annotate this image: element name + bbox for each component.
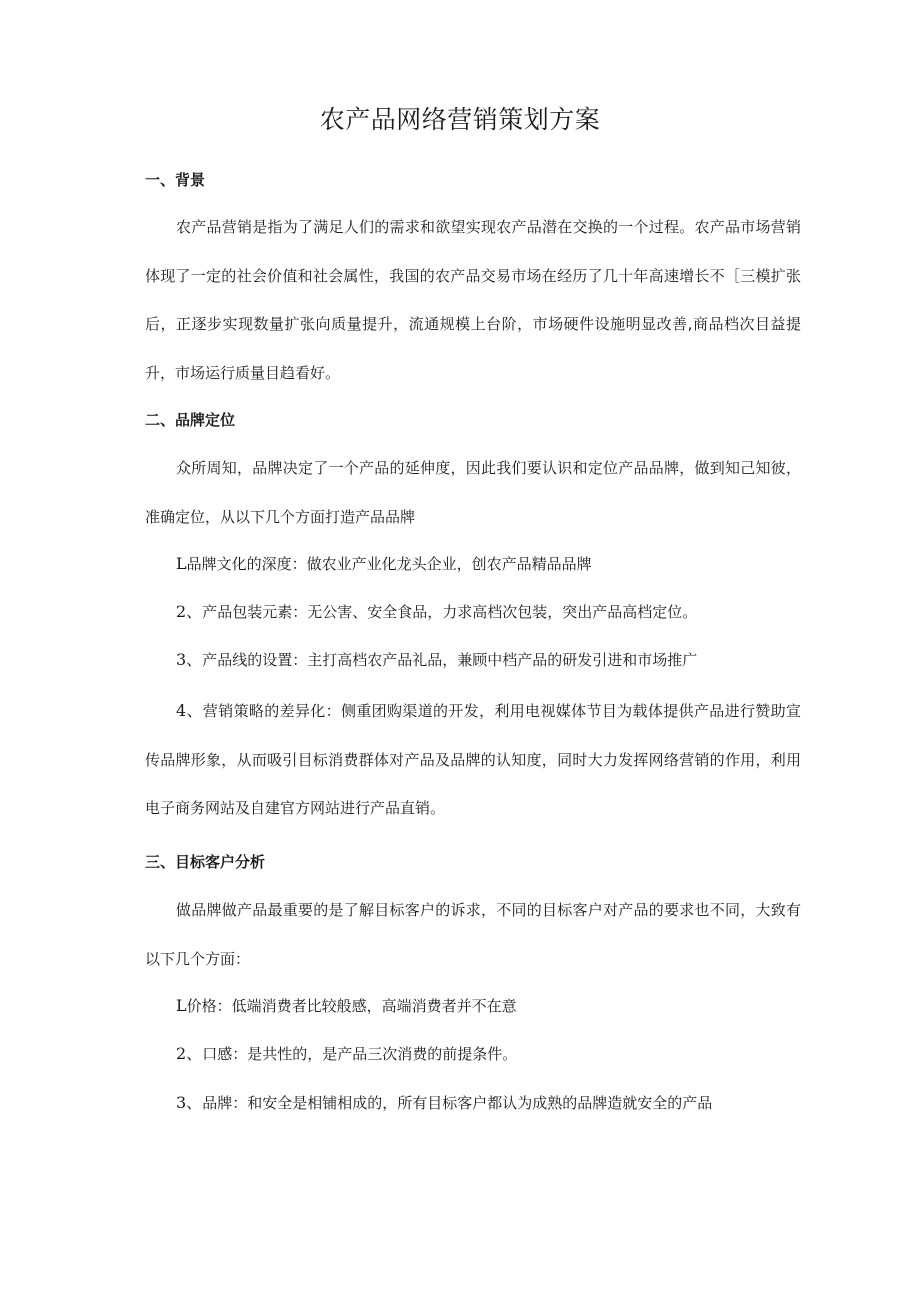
target-customers-paragraph: 做品牌做产品最重要的是了解目标客户的诉求，不同的目标客户对产品的要求也不同，大致有以下几个方面：	[145, 901, 801, 968]
list-item-number: 4、	[176, 701, 203, 720]
list-item-number: L	[176, 554, 187, 573]
list-item	[145, 982, 801, 1031]
list-item-text: 价格：低端消费者比较般感，高端消费者并不在意	[186, 997, 517, 1015]
list-item-number: 2、	[176, 602, 203, 621]
section-heading-brand-positioning: 二、品牌定位	[145, 411, 236, 429]
brand-positioning-paragraph: 众所周知，品牌决定了一个产品的延伸度，因此我们要认识和定位产品品牌，做到知己知彼，准确定位，从以下几个方面打造产品品牌	[145, 459, 801, 526]
document-title: 农产品网络营销策划方案	[319, 105, 601, 134]
list-item	[145, 1030, 801, 1079]
list-item-number: L	[176, 996, 187, 1015]
list-item-number: 3、	[176, 650, 203, 669]
list-item-number: 2、	[176, 1044, 203, 1063]
list-item-text: 营销策略的差异化：侧重团购渠道的开发，利用电视媒体节目为载体提供产品进行赞助宣传品牌形象，从而吸引目标消费群体对产品及品牌的认知度，同时大力发挥网络营销的作用，利用电子商务网站及自建官方网站进行产品直销。	[145, 702, 801, 817]
section-heading-background: 一、背景	[145, 171, 206, 189]
list-item-text: 品牌文化的深度：做农业产业化龙头企业，创农产品精品品牌	[186, 555, 592, 573]
list-item	[145, 540, 801, 589]
list-item-text: 产品线的设置：主打高档农产品礼品，兼顾中档产品的研发引进和市场推广	[202, 651, 698, 669]
list-item	[145, 687, 801, 833]
list-item-text: 品牌：和安全是相铺相成的，所有目标客户都认为成熟的品牌造就安全的产品	[202, 1094, 713, 1112]
list-item-text: 口感：是共性的，是产品三次消费的前提条件。	[202, 1045, 518, 1063]
section-heading-target-customers: 三、目标客户分析	[145, 853, 266, 871]
list-item	[145, 588, 801, 637]
list-item	[145, 1079, 801, 1128]
list-item	[145, 636, 801, 685]
list-item-number: 3、	[176, 1093, 203, 1112]
background-paragraph: 农产品营销是指为了满足人们的需求和欲望实现农产品潜在交换的一个过程。农产品市场营销体现了一定的社会价值和社会属性，我国的农产品交易市场在经历了几十年高速增长不［三模扩张后，正逐步实现数量扩张向质量提升，流通规模上台阶，市场硬件设施明显改善,商品档次目益提升，市场运行质量目趋看好。	[145, 218, 801, 382]
list-item-text: 产品包装元素：无公害、安全食品，力求高档次包装，突出产品高档定位。	[202, 603, 698, 621]
